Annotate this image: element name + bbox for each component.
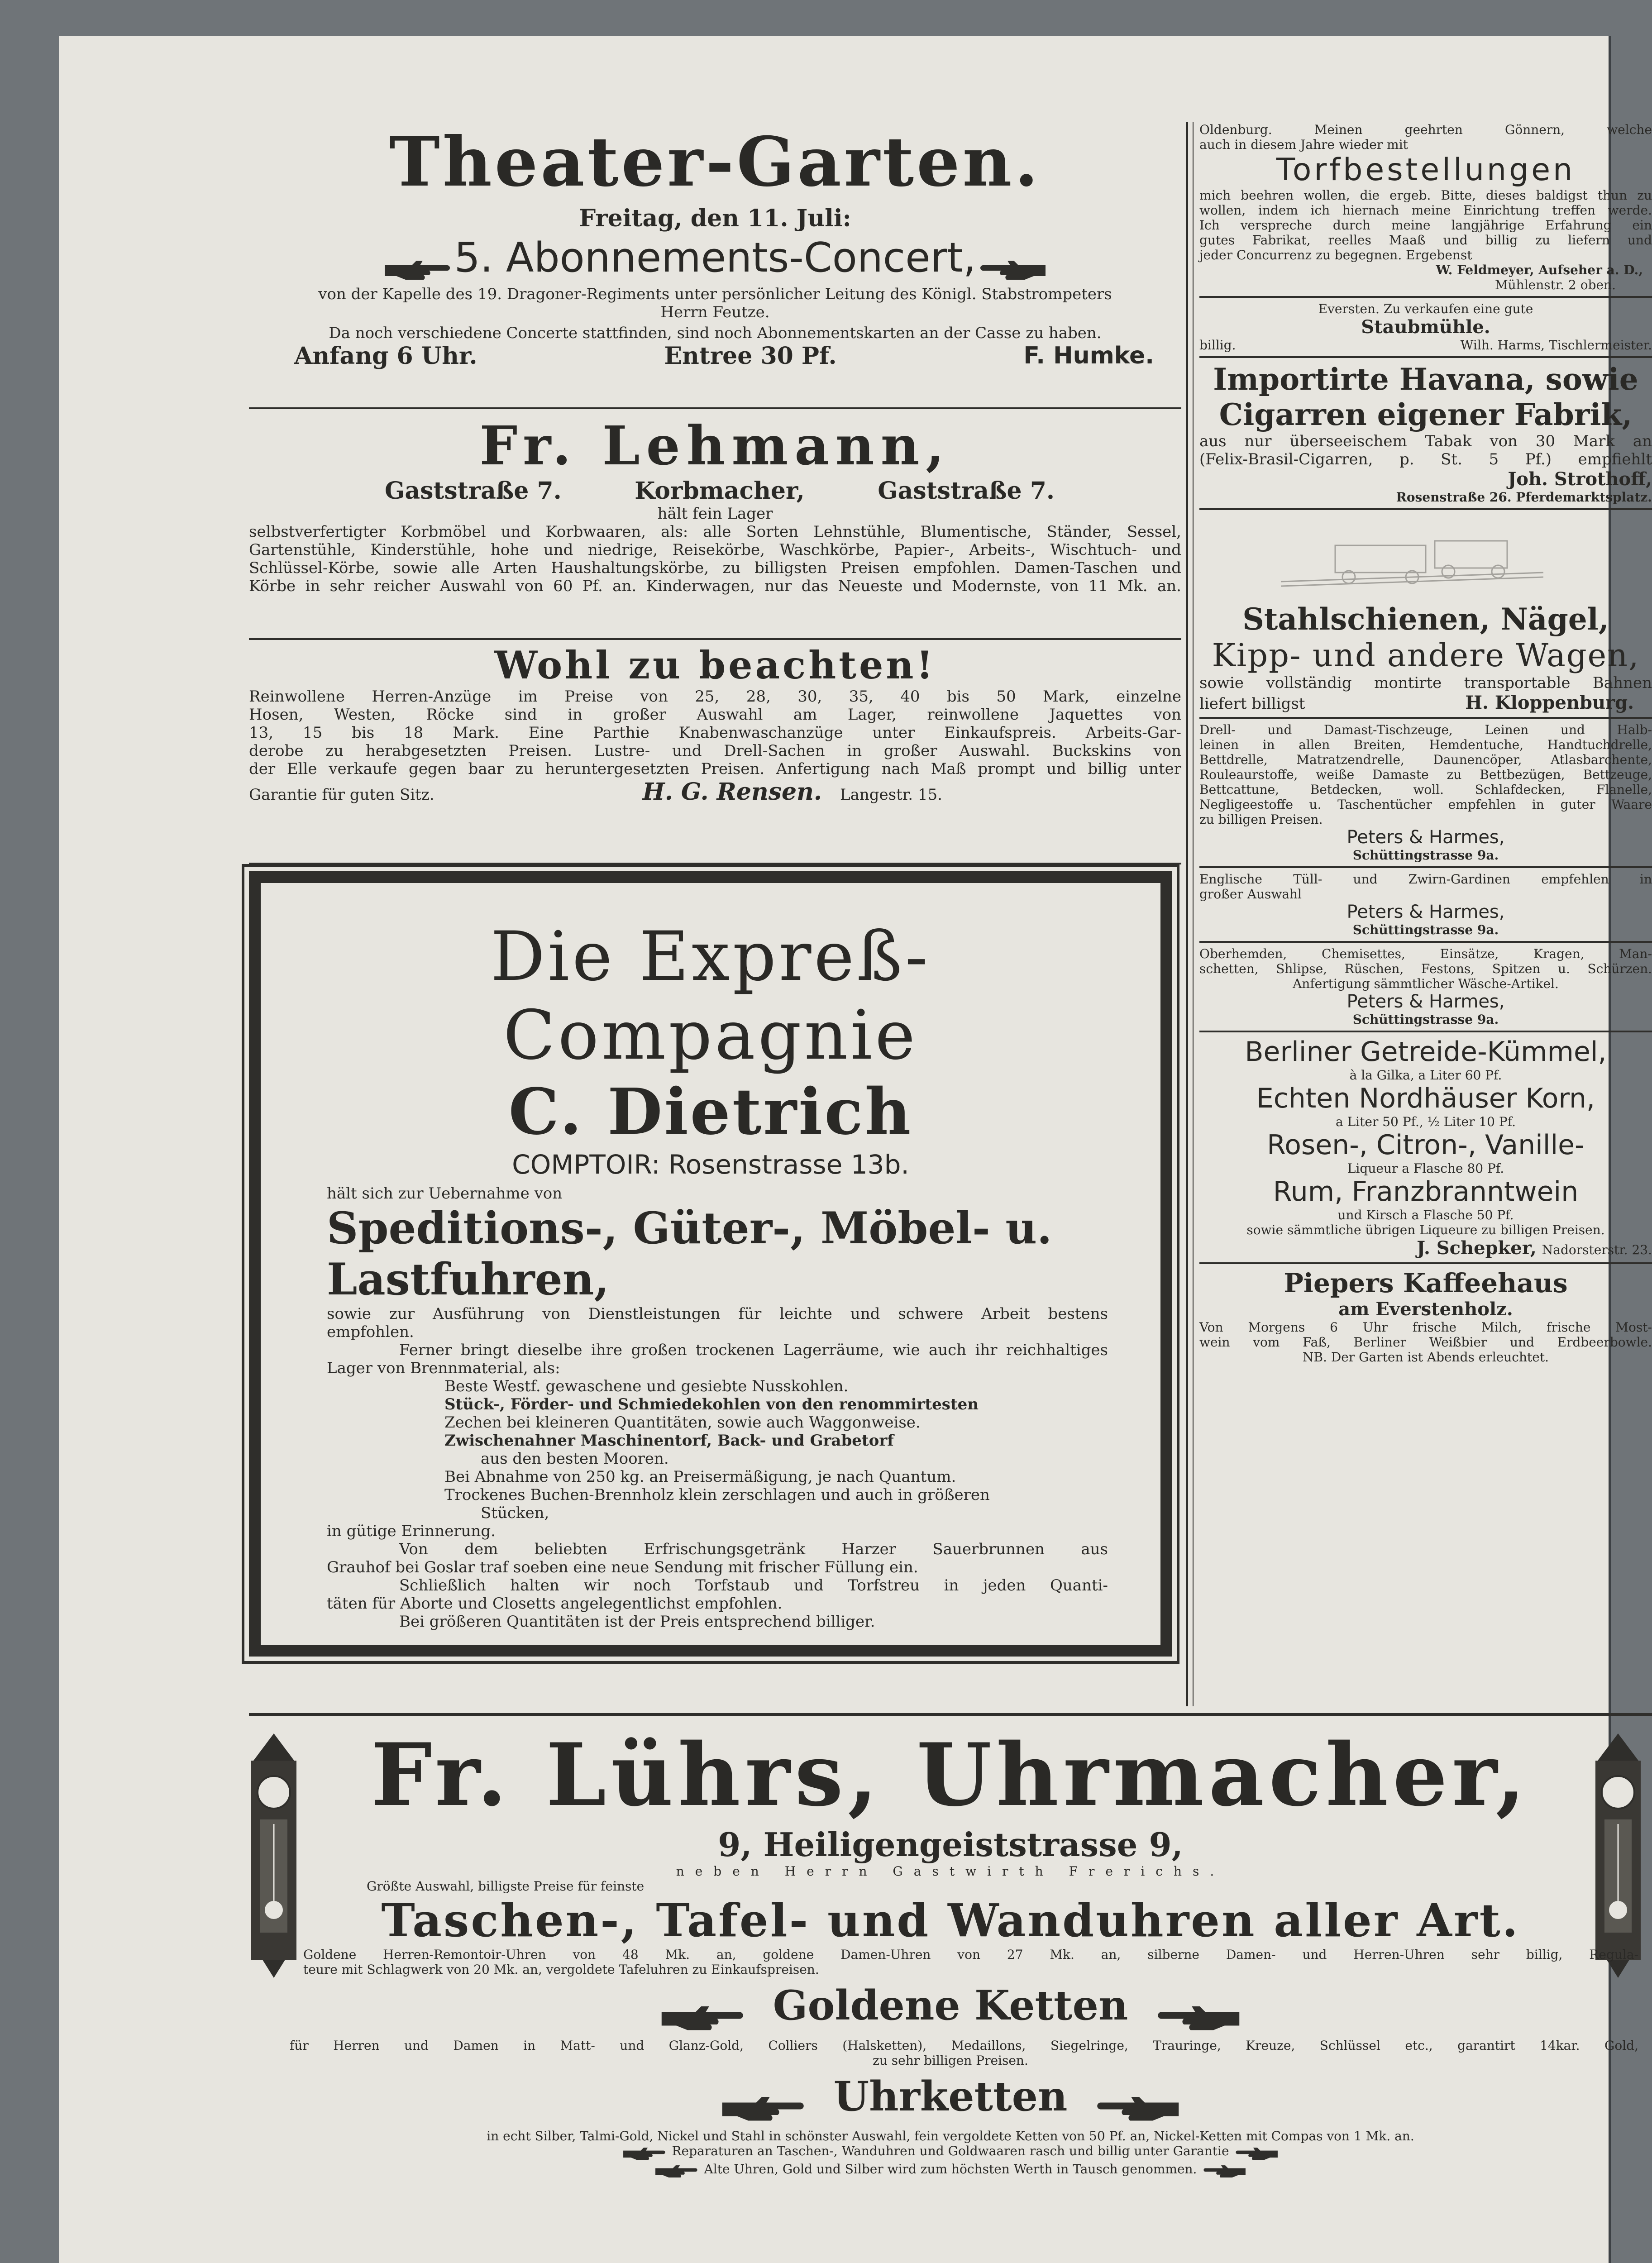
luehrs-ad [249,1724,1652,2179]
express-frame [249,871,1172,1657]
peters1-sign: Peters & Harmes, [1346,827,1505,848]
separator [1199,1031,1652,1032]
peters2-line: großer Auswahl [1199,887,1302,902]
peters3-line: schetten, Shlipse, Rüschen, Festons, Spitzen u. Schürzen. [1199,961,1652,976]
feldmeyer-addr: Mühlenstr. 2 oben. [1494,277,1616,292]
express-line: Lager von Brennmaterial, als: [327,1359,560,1377]
separator [1199,941,1652,943]
rensen-line: Garantie für guten Sitz. [249,786,434,804]
express-line: Zwischenahner Maschinentorf, Back- und Grabetorf [444,1432,894,1450]
peters2-line: Englische Tüll- und Zwirn-Gardinen empfehlen in [1199,872,1652,887]
pieper-sub: am Everstenholz. [1338,1299,1513,1320]
peters1-line: leinen in allen Breiten, Hemdentuche, Handtuchdrelle, [1199,737,1652,752]
feldmeyer-line: wollen, indem ich hiernach meine Einrichtung treffen werde. [1199,203,1652,218]
kloppenburg-line-1: sowie vollständig montirte transportable Bahnen [1199,674,1652,692]
harms-ad [1199,301,1652,353]
schepker-title-4: Rum, Franzbranntwein [1273,1176,1579,1208]
newspaper-sheet [59,36,1652,2263]
express-line: aus den besten Mooren. [481,1450,669,1468]
kloppenburg-title-2: Kipp- und andere Wagen, [1212,637,1640,674]
lehmann-addr-right: Gaststraße 7. [878,477,1055,505]
lehmann-text [249,523,1181,595]
pieper-line-2: wein vom Faß, Berliner Weißbier und Erdbeerbowle. [1199,1335,1652,1350]
express-line: täten für Aborte und Closetts angelegentlichst empfohlen. [327,1595,783,1613]
right-column [1199,122,1652,1365]
separator [1199,717,1652,719]
theater-desc-2: Herrn Feutze. [660,303,770,321]
express-line: Zechen bei kleineren Quantitäten, sowie auch Waggonweise. [444,1413,921,1432]
feldmeyer-ad [1199,122,1652,292]
express-name: C. Dietrich [508,1075,913,1149]
separator [1199,508,1652,510]
rensen-title: Wohl zu beachten! [494,643,936,687]
schepker-title-2: Echten Nordhäuser Korn, [1256,1083,1595,1114]
column-divider-thin [1193,122,1194,1706]
rensen-line: 13, 15 bis 18 Mark. Eine Parthie Knabenwaschanzüge unter Einkaufspreis. Arbeits-Gar- [249,724,1181,742]
pieper-line-1: Von Morgens 6 Uhr frische Milch, frische Most- [1199,1320,1652,1335]
express-halt: hält sich zur Uebernahme von [327,1184,563,1203]
peters3-line: Oberhemden, Chemisettes, Einsätze, Kragen, Man- [1199,946,1652,961]
rensen-sign-row [249,778,1181,806]
luehrs-line-5: in echt Silber, Talmi-Gold, Nickel und Stahl in schönster Auswahl, fein vergoldete Ketten von 50 Pf. an, Nickel-Ketten mit Compas von 1 Mk. an. [487,2129,1414,2144]
luehrs-uhrketten-row [249,2072,1652,2125]
lehmann-ad [249,414,1181,595]
pointing-hand-right-icon [653,2002,753,2034]
theater-entree: Entree 30 Pf. [664,342,837,370]
separator [249,407,1181,409]
luehrs-line-4: zu sehr billigen Preisen. [873,2053,1028,2068]
pieper-title: Piepers Kaffeehaus [1284,1268,1568,1299]
kloppenburg-sign: H. Kloppenburg. [1465,692,1634,713]
strothoff-title-1: Importirte Havana, sowie [1213,362,1638,397]
luehrs-addr: 9, Heiligengeiststrasse 9, [718,1825,1183,1864]
feldmeyer-top: auch in diesem Jahre wieder mit [1199,137,1408,152]
schepker-title-1: Berliner Getreide-Kümmel, [1245,1036,1607,1068]
luehrs-title: Fr. Lührs, Uhrmacher, [371,1724,1530,1825]
express-line: Trockenes Buchen-Brennholz klein zerschlagen und auch in größeren [444,1486,990,1504]
separator [1199,296,1652,298]
harms-line-1: Eversten. Zu verkaufen eine gute [1318,301,1533,316]
lehmann-name: Fr. Lehmann, [479,414,951,477]
separator [1199,1262,1652,1264]
rensen-line: Hosen, Westen, Röcke sind in großer Auswahl am Lager, reinwollene Jaquettes von [249,706,1181,724]
separator [1199,866,1652,868]
luehrs-line-1: Goldene Herren-Remontoir-Uhren von 48 Mk. an, goldene Damen-Uhren von 27 Mk. an, silberne Damen- und Herren-Uhren sehr billig, Regula- [303,1947,1638,1962]
schepker-line-3: Liqueur a Flasche 80 Pf. [1347,1161,1504,1176]
pointing-hand-right-icon [714,2092,813,2124]
peters1-line: Negligeestoffe u. Taschentücher empfehlen in guter Waare [1199,797,1652,812]
theater-title: Theater-Garten. [389,122,1041,202]
lehmann-addr-left: Gaststraße 7. [385,477,562,505]
peters2-sign: Peters & Harmes, [1346,902,1505,922]
pointing-hand-right-icon [652,2163,702,2179]
pointing-hand-left-icon [1088,2092,1187,2124]
peters1-addr: Schüttingstrasse 9a. [1352,848,1499,863]
express-line: Grauhof bei Goslar traf soeben eine neue Sendung mit frischer Füllung ein. [327,1558,918,1576]
strothoff-title-2: Cigarren eigener Fabrik, [1219,397,1633,432]
harms-billig: billig. [1199,338,1236,353]
peters1-line: Bettdrelle, Matratzendrelle, Daunencöper, Atlasbarchente, [1199,752,1652,767]
pieper-ad [1199,1268,1652,1365]
schepker-ad [1199,1036,1652,1259]
strothoff-sign: Joh. Strothoff, [1508,468,1652,490]
express-line: Bei größeren Quantitäten ist der Preis entsprechend billiger. [399,1613,875,1631]
luehrs-line-7: Alte Uhren, Gold und Silber wird zum höchsten Werth in Tausch genommen. [704,2161,1197,2177]
rensen-addr: Langestr. 15. [840,786,942,804]
schepker-line-4: und Kirsch a Flasche 50 Pf. [1337,1208,1514,1222]
theater-concert: 5. Abonnements-Concert, [454,234,976,282]
express-comptoir: COMPTOIR: Rosenstrasse 13b. [512,1149,909,1180]
peters1-line: Rouleaurstoffe, weiße Damaste zu Bettbezügen, Bettzeuge, [1199,767,1652,782]
feldmeyer-top: Oldenburg. Meinen geehrten Gönnern, welche [1199,122,1652,137]
pointing-hand-left-icon [979,257,1046,282]
harms-sign: Wilh. Harms, Tischlermeister. [1460,338,1652,353]
luehrs-line-7-row [249,2162,1652,2180]
peters3-line: Anfertigung sämmtlicher Wäsche-Artikel. [1293,976,1559,991]
luehrs-big: Taschen-, Tafel- und Wanduhren aller Art. [381,1894,1520,1947]
lehmann-line: Körbe in sehr reicher Auswahl von 60 Pf. an. Kinderwagen, nur das Neueste und Modernste, von 11 Mk. an. [249,577,1181,595]
rensen-line: derobe zu herabgesetzten Preisen. Lustre- und Drell-Sachen in großer Auswahl. Buckskins von [249,742,1181,760]
theater-note: Da noch verschiedene Concerte stattfinden, sind noch Abonnementskarten an der Casse zu haben. [329,324,1102,342]
rensen-sign: H. G. Rensen. [642,778,822,806]
advertisement-page [249,122,1652,2263]
theater-date: Freitag, den 11. Juli: [579,205,851,232]
peters3-sign: Peters & Harmes, [1346,991,1505,1012]
express-line: Stücken, [481,1504,549,1522]
express-line: empfohlen. [327,1323,414,1341]
strothoff-addr: Rosenstraße 26. Pferdemarktsplatz. [1396,490,1652,505]
strothoff-ad [1199,362,1652,505]
express-line: Stück-, Förder- und Schmiedekohlen von den renommirtesten [444,1395,979,1413]
peters3-addr: Schüttingstrasse 9a. [1352,1012,1499,1027]
feldmeyer-title: Torfbestellungen [1276,152,1576,188]
schepker-line-2: a Liter 50 Pf., ½ Liter 10 Pf. [1335,1114,1516,1129]
luehrs-ketten: Goldene Ketten [773,1981,1128,2029]
rensen-ad [249,643,1181,806]
peters1-line: zu billigen Preisen. [1199,812,1323,827]
kloppenburg-liefert: liefert billigst [1199,695,1305,713]
express-line: sowie zur Ausführung von Dienstleistungen für leichte und schwere Arbeit bestens [327,1305,1108,1323]
luehrs-ketten-row [249,1981,1652,2034]
theater-desc-1: von der Kapelle des 19. Dragoner-Regiments unter persönlicher Leitung des Königl. Stabstrompeters [318,285,1112,303]
express-line: Ferner bringt dieselbe ihre großen trockenen Lagerräume, wie auch ihr reichhaltiges [399,1341,1108,1359]
pointing-hand-left-icon [1232,2145,1281,2162]
feldmeyer-line: Ich verspreche durch meine langjährige Erfahrung ein [1199,218,1652,233]
peters-ad-1 [1199,722,1652,863]
lehmann-line: Gartenstühle, Kinderstühle, hohe und niedrige, Reisekörbe, Waschkörbe, Papier-, Arbeits-, Wischtuch- und [249,541,1181,559]
feldmeyer-line: jeder Concurrenz zu begegnen. Ergebenst [1199,248,1472,263]
lehmann-line: selbstverfertigter Korbmöbel und Korbwaaren, als: alle Sorten Lehnstühle, Blumentische, Ständer, Sessel, [249,523,1181,541]
rensen-line: Reinwollene Herren-Anzüge im Preise von 25, 28, 30, 35, 40 bis 50 Mark, einzelne [249,687,1181,706]
peters1-line: Drell- und Damast-Tischzeuge, Leinen und Halb- [1199,722,1652,737]
theater-ad [249,122,1181,370]
feldmeyer-line: gutes Fabrikat, reelles Maaß und billig zu liefern und [1199,233,1652,248]
pointing-hand-left-icon [1148,2002,1248,2034]
luehrs-line-3: für Herren und Damen in Matt- und Glanz-Gold, Colliers (Halsketten), Medaillons, Siegelringe, Trauringe, Kreuze, Schlüssel etc., garantirt 14kar. Gold, [290,2038,1638,2053]
express-line: Von dem beliebten Erfrischungsgetränk Harzer Sauerbrunnen aus [399,1540,1108,1558]
luehrs-line-6: Reparaturen an Taschen-, Wanduhren und Goldwaaren rasch und billig unter Garantie [672,2144,1229,2158]
express-line: Bei Abnahme von 250 kg. an Preisermäßigung, je nach Quantum. [444,1468,956,1486]
railway-wagon-illustration [1199,514,1652,600]
theater-sign: F. Humke. [1023,342,1154,369]
express-big: Speditions-, Güter-, Möbel- u. Lastfuhren, [327,1203,1052,1305]
lehmann-trade: Korbmacher, [635,477,805,505]
pointing-hand-right-icon [620,2145,669,2162]
theater-footer-row [249,342,1181,370]
lehmann-row [249,477,1181,505]
pointing-hand-right-icon [384,257,452,282]
pieper-line-3: NB. Der Garten ist Abends erleuchtet. [1302,1350,1549,1365]
rensen-line: der Elle verkaufe gegen baar zu heruntergesetzten Preisen. Anfertigung nach Maß prompt und billig unter [249,760,1181,778]
peters-ad-3 [1199,946,1652,1027]
column-divider [1186,122,1188,1706]
schepker-line-1: à la Gilka, a Liter 60 Pf. [1349,1068,1502,1083]
luehrs-auswahl: Größte Auswahl, billigste Preise für feinste [367,1879,645,1894]
express-body [272,1180,1149,1631]
feldmeyer-sign: W. Feldmeyer, Aufseher a. D., [1436,263,1643,277]
kloppenburg-title-1: Stahlschienen, Nägel, [1242,602,1609,637]
peters2-addr: Schüttingstrasse 9a. [1352,922,1499,937]
express-line: Beste Westf. gewaschene und gesiebte Nusskohlen. [444,1377,849,1395]
strothoff-line-1: aus nur überseeischem Tabak von 30 Mark an [1199,432,1652,450]
luehrs-neben: neben Herrn Gastwirth Frerichs. [676,1864,1225,1879]
separator [1199,356,1652,358]
schepker-title-3: Rosen-, Citron-, Vanille- [1267,1129,1585,1161]
express-line: in gütige Erinnerung. [327,1522,496,1540]
theater-anfang: Anfang 6 Uhr. [294,342,477,370]
schepker-line-5: sowie sämmtliche übrigen Liqueure zu billigen Preisen. [1246,1222,1605,1237]
express-title: Die Expreß-Compagnie [490,917,931,1075]
feldmeyer-line: mich beehren wollen, die ergeb. Bitte, dieses baldigst thun zu [1199,188,1652,203]
separator [249,1713,1652,1716]
lehmann-line: Schlüssel-Körbe, sowie alle Arten Haushaltungskörbe, zu billigsten Preisen empfohlen. Damen-Taschen und [249,559,1181,577]
theater-concert-line [249,234,1181,282]
pointing-hand-left-icon [1199,2163,1249,2179]
express-line: Schließlich halten wir noch Torfstaub und Torfstreu in jeden Quanti- [399,1576,1108,1595]
strothoff-line-2: (Felix-Brasil-Cigarren, p. St. 5 Pf.) empfiehlt [1199,450,1652,468]
luehrs-line-6-row [249,2144,1652,2162]
schepker-sign: J. Schepker, [1417,1237,1537,1259]
schepker-addr: Nadorsterstr. 23. [1542,1242,1652,1257]
kloppenburg-ad [1199,602,1652,713]
luehrs-uhrketten: Uhrketten [833,2072,1068,2120]
peters-ad-2 [1199,872,1652,937]
separator [249,863,1181,864]
luehrs-line-2: teure mit Schlagwerk von 20 Mk. an, vergoldete Tafeluhren zu Einkaufspreisen. [303,1962,819,1977]
harms-title: Staubmühle. [1361,316,1490,338]
peters1-line: Bettcattune, Betdecken, woll. Schlafdecken, Flanelle, [1199,782,1652,797]
separator [249,638,1181,640]
lehmann-halt: hält fein Lager [657,505,773,523]
express-ad [272,895,1149,1633]
